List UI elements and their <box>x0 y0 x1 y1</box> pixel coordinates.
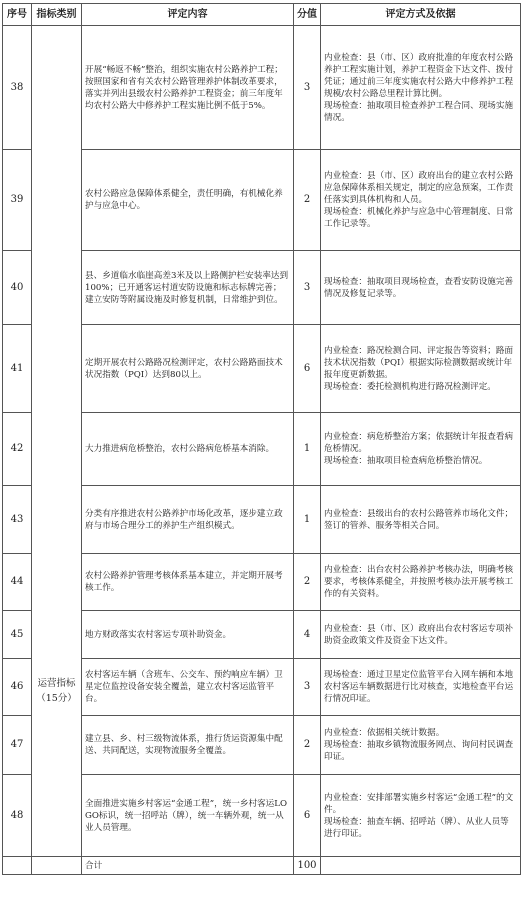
row-seq: 47 <box>3 716 32 775</box>
row-method <box>321 659 521 716</box>
total-score: 100 <box>294 857 321 875</box>
header-method: 评定方式及依据 <box>321 4 521 26</box>
row-score: 3 <box>294 26 321 150</box>
row-score: 3 <box>294 251 321 325</box>
method-line: 内业检查：县级出台的农村公路管养市场化文件；签订的管养、服务等相关合同。 <box>324 508 514 531</box>
header-content: 评定内容 <box>82 4 294 26</box>
row-content: 分类有序推进农村公路养护市场化改革，逐步建立政府与市场合理分工的养护生产组织模式。 <box>82 486 294 554</box>
table-body <box>3 26 521 875</box>
row-content: 县、乡道临水临崖高差3米及以上路侧护栏安装率达到100%；已开通客运村道安防设施和标志标牌完善；建立安防等附属设施及时修复机制，日常维护到位。 <box>82 251 294 325</box>
method-line: 内业检查：县（市、区）政府出台的建立农村公路应急保障体系相关规定，制定的应急预案，工作责任落实到具体机构和人员。 <box>324 171 514 205</box>
row-seq: 44 <box>3 554 32 611</box>
category-ops <box>36 676 77 706</box>
row-seq: 38 <box>3 26 32 150</box>
row-method <box>321 611 521 659</box>
row-score: 6 <box>294 775 321 857</box>
total-category-empty <box>32 857 82 875</box>
row-method <box>321 26 521 150</box>
total-seq-empty <box>3 857 32 875</box>
row-content: 农村客运车辆（含班车、公交车、预约响应车辆）卫星定位监控设备安装全覆盖，建立农村客运监管平台。 <box>82 659 294 716</box>
total-method-empty <box>321 857 521 875</box>
row-seq: 43 <box>3 486 32 554</box>
row-seq: 46 <box>3 659 32 716</box>
method-line: 内业检查：县（市、区）政府批准的年度农村公路养护工程实施计划，养护工程资金下达文件、拨付凭证；通过前三年度实施农村公路大中修养护工程规模/农村公路总里程计算比例。 <box>324 52 514 99</box>
row-score: 3 <box>294 659 321 716</box>
row-content: 大力推进病危桥整治，农村公路病危桥基本消除。 <box>82 413 294 486</box>
row-score: 2 <box>294 716 321 775</box>
method-line: 现场检查：抽取乡镇物流服务网点、询问村民调查印证。 <box>324 740 514 762</box>
method-line: 内业检查：病危桥整治方案；依据统计年报查看病危桥情况。 <box>324 432 514 454</box>
method-line: 现场检查：委托检测机构进行路况检测评定。 <box>324 381 496 392</box>
row-content: 地方财政落实农村客运专项补助资金。 <box>82 611 294 659</box>
category-ops-name: 运营指标 <box>37 678 76 689</box>
header-seq: 序号 <box>3 4 32 26</box>
total-label: 合计 <box>82 857 294 875</box>
row-method <box>321 554 521 611</box>
row-method <box>321 486 521 554</box>
table-row <box>3 26 521 150</box>
row-content: 开展“畅返不畅”整治，组织实施农村公路养护工程；按照国家和省有关农村公路管理养护体制改革要求，落实并列出县级农村公路养护工程资金；前三年度年均农村公路大中修养护工程实施比例不低于5%。 <box>82 26 294 150</box>
row-content: 定期开展农村公路路况检测评定，农村公路路面技术状况指数（PQI）达到80以上。 <box>82 325 294 413</box>
method-line: 现场检查：通过卫星定位监管平台入网车辆和本地农村客运车辆数据进行比对核查，实地检查平台运行情况印证。 <box>324 670 514 704</box>
method-line: 现场检查：抽取项目检查病危桥整治情况。 <box>324 456 488 466</box>
method-line: 现场检查：抽查车辆、招呼站（牌）、从业人员等进行印证。 <box>324 816 509 839</box>
row-method <box>321 150 521 251</box>
row-content: 建立县、乡、村三级物流体系，推行货运资源集中配送、共同配送，实现物流服务全覆盖。 <box>82 716 294 775</box>
method-line: 内业检查：路况检测合同、评定报告等资料；路面技术状况指数（PQI）根据实际检测数据或统计年报年度更新数据。 <box>324 345 514 380</box>
category-ops-points: （15分） <box>36 693 77 704</box>
row-seq: 42 <box>3 413 32 486</box>
evaluation-table <box>2 3 521 875</box>
row-content: 全面推进实施乡村客运“金通工程”，统一乡村客运LOGO标识，统一招呼站（牌），统一车辆外观，统一从业人员管理。 <box>82 775 294 857</box>
method-line: 现场检查：抽取项目检查养护工程合同、现场实施情况。 <box>324 100 514 123</box>
row-score: 2 <box>294 554 321 611</box>
row-score: 6 <box>294 325 321 413</box>
row-content: 农村公路应急保障体系健全，责任明确，有机械化养护与应急中心。 <box>82 150 294 251</box>
row-seq: 45 <box>3 611 32 659</box>
row-score: 2 <box>294 150 321 251</box>
header-category: 指标类别 <box>32 4 82 26</box>
category-cell <box>32 26 82 857</box>
row-seq: 48 <box>3 775 32 857</box>
row-seq: 40 <box>3 251 32 325</box>
method-line: 内业检查：县（市、区）政府出台农村客运专项补助资金政策文件及资金下达文件。 <box>324 623 514 646</box>
row-content: 农村公路养护管理考核体系基本建立，并定期开展考核工作。 <box>82 554 294 611</box>
row-method <box>321 775 521 857</box>
row-seq: 39 <box>3 150 32 251</box>
method-line: 现场检查：抽取项目现场检查，查看安防设施完善情况及修复记录等。 <box>324 276 514 299</box>
row-seq: 41 <box>3 325 32 413</box>
total-row <box>3 857 521 875</box>
method-line: 内业检查：安排部署实施乡村客运“金通工程”的文件。 <box>324 792 514 815</box>
header-row <box>3 4 521 26</box>
row-method <box>321 325 521 413</box>
method-line: 内业检查：出台农村公路养护考核办法，明确考核要求，考核体系健全，并按照考核办法开展考核工作的有关资料。 <box>324 565 514 599</box>
row-method <box>321 716 521 775</box>
row-score: 4 <box>294 611 321 659</box>
row-score: 1 <box>294 486 321 554</box>
row-score: 1 <box>294 413 321 486</box>
row-method <box>321 413 521 486</box>
header-score: 分值 <box>294 4 321 26</box>
method-line: 现场检查：机械化养护与应急中心管理制度、日常工作记录等。 <box>324 207 514 229</box>
row-method <box>321 251 521 325</box>
method-line: 内业检查：依据相关统计数据。 <box>324 728 445 738</box>
